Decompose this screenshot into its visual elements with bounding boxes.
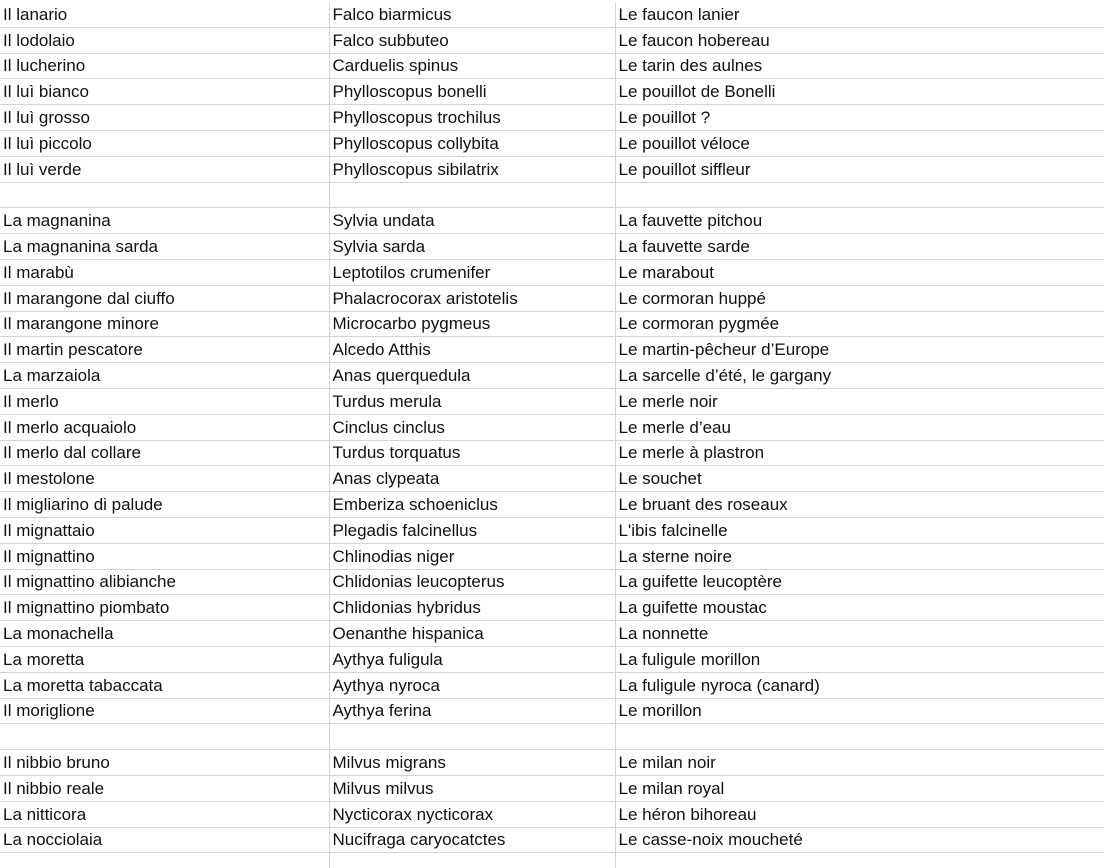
french-name-cell[interactable]: Le milan royal — [615, 775, 1104, 801]
table-row — [0, 105, 1104, 131]
latin-name-cell[interactable]: Aythya fuligula — [329, 646, 615, 672]
french-name-cell[interactable]: La guifette leucoptère — [615, 569, 1104, 595]
french-name-cell[interactable]: Le pouillot siffleur — [615, 156, 1104, 182]
french-name-cell[interactable] — [615, 724, 1104, 750]
french-name-cell[interactable]: Le merle à plastron — [615, 440, 1104, 466]
italian-name-cell[interactable] — [0, 853, 329, 868]
french-name-cell[interactable]: La fauvette pitchou — [615, 208, 1104, 234]
french-name-cell[interactable]: Le tarin des aulnes — [615, 53, 1104, 79]
french-name-cell[interactable]: Le merle d’eau — [615, 414, 1104, 440]
table-row — [0, 208, 1104, 234]
french-name-cell[interactable]: Le marabout — [615, 259, 1104, 285]
latin-name-cell[interactable]: Turdus torquatus — [329, 440, 615, 466]
latin-name-cell[interactable]: Sylvia undata — [329, 208, 615, 234]
latin-name-cell[interactable]: Nycticorax nycticorax — [329, 801, 615, 827]
latin-name-cell[interactable]: Turdus merula — [329, 388, 615, 414]
french-name-cell[interactable]: Le cormoran huppé — [615, 285, 1104, 311]
french-name-cell[interactable]: L'ibis falcinelle — [615, 517, 1104, 543]
latin-name-cell[interactable]: Aythya nyroca — [329, 672, 615, 698]
table-row — [0, 517, 1104, 543]
french-name-cell[interactable]: Le merle noir — [615, 388, 1104, 414]
italian-name-cell[interactable]: Il luì grosso — [0, 105, 329, 131]
latin-name-cell[interactable]: Plegadis falcinellus — [329, 517, 615, 543]
italian-name-cell[interactable]: Il merlo — [0, 388, 329, 414]
latin-name-cell[interactable]: Carduelis spinus — [329, 53, 615, 79]
italian-name-cell[interactable]: Il moriglione — [0, 698, 329, 724]
table-row — [0, 27, 1104, 53]
italian-name-cell[interactable]: Il merlo dal collare — [0, 440, 329, 466]
french-name-cell[interactable]: Le casse-noix moucheté — [615, 827, 1104, 853]
latin-name-cell[interactable]: Nucifraga caryocatctes — [329, 827, 615, 853]
italian-name-cell[interactable]: La magnanina sarda — [0, 234, 329, 260]
latin-name-cell[interactable]: Phylloscopus collybita — [329, 130, 615, 156]
table-row — [0, 827, 1104, 853]
table-row — [0, 53, 1104, 79]
french-name-cell[interactable]: Le milan noir — [615, 750, 1104, 776]
latin-name-cell[interactable]: Milvus migrans — [329, 750, 615, 776]
table-row — [0, 234, 1104, 260]
table-row — [0, 621, 1104, 647]
latin-name-cell[interactable] — [329, 182, 615, 208]
latin-name-cell[interactable]: Chlinodias niger — [329, 543, 615, 569]
latin-name-cell[interactable]: Anas clypeata — [329, 466, 615, 492]
latin-name-cell[interactable]: Chlidonias hybridus — [329, 595, 615, 621]
italian-name-cell[interactable]: Il merlo acquaiolo — [0, 414, 329, 440]
table-row — [0, 595, 1104, 621]
italian-name-cell[interactable]: Il mignattino alibianche — [0, 569, 329, 595]
italian-name-cell[interactable]: Il lanario — [0, 2, 329, 27]
bird-names-table — [0, 2, 1104, 868]
table-row — [0, 775, 1104, 801]
italian-name-cell[interactable]: La moretta tabaccata — [0, 672, 329, 698]
italian-name-cell[interactable]: Il luì piccolo — [0, 130, 329, 156]
latin-name-cell[interactable]: Cinclus cinclus — [329, 414, 615, 440]
table-row — [0, 646, 1104, 672]
table-row — [0, 285, 1104, 311]
french-name-cell[interactable]: Le héron bihoreau — [615, 801, 1104, 827]
french-name-cell[interactable]: La fuligule morillon — [615, 646, 1104, 672]
french-name-cell[interactable]: La guifette moustac — [615, 595, 1104, 621]
table-row — [0, 259, 1104, 285]
french-name-cell[interactable]: Le faucon hobereau — [615, 27, 1104, 53]
italian-name-cell[interactable]: La marzaiola — [0, 363, 329, 389]
latin-name-cell[interactable]: Anas querquedula — [329, 363, 615, 389]
italian-name-cell[interactable]: Il lodolaio — [0, 27, 329, 53]
table-row — [0, 492, 1104, 518]
latin-name-cell[interactable]: Leptotilos crumenifer — [329, 259, 615, 285]
french-name-cell[interactable]: Le pouillot véloce — [615, 130, 1104, 156]
table-row — [0, 672, 1104, 698]
italian-name-cell[interactable] — [0, 724, 329, 750]
italian-name-cell[interactable]: La magnanina — [0, 208, 329, 234]
table-row — [0, 311, 1104, 337]
table-row — [0, 182, 1104, 208]
latin-name-cell[interactable]: Sylvia sarda — [329, 234, 615, 260]
table-row — [0, 156, 1104, 182]
latin-name-cell[interactable]: Microcarbo pygmeus — [329, 311, 615, 337]
italian-name-cell[interactable]: Il luì verde — [0, 156, 329, 182]
latin-name-cell[interactable]: Phylloscopus bonelli — [329, 79, 615, 105]
french-name-cell[interactable]: Le faucon lanier — [615, 2, 1104, 27]
latin-name-cell[interactable]: Phylloscopus trochilus — [329, 105, 615, 131]
italian-name-cell[interactable]: La moretta — [0, 646, 329, 672]
table-row — [0, 853, 1104, 868]
table-row — [0, 388, 1104, 414]
table-body — [0, 2, 1104, 868]
italian-name-cell[interactable]: Il mignattino piombato — [0, 595, 329, 621]
italian-name-cell[interactable]: Il marangone dal ciuffo — [0, 285, 329, 311]
table-row — [0, 801, 1104, 827]
table-row — [0, 363, 1104, 389]
italian-name-cell[interactable] — [0, 182, 329, 208]
french-name-cell[interactable]: La fauvette sarde — [615, 234, 1104, 260]
latin-name-cell[interactable]: Emberiza schoeniclus — [329, 492, 615, 518]
table-row — [0, 79, 1104, 105]
french-name-cell[interactable]: Le morillon — [615, 698, 1104, 724]
french-name-cell[interactable] — [615, 182, 1104, 208]
latin-name-cell[interactable]: Alcedo Atthis — [329, 337, 615, 363]
italian-name-cell[interactable]: Il nibbio reale — [0, 775, 329, 801]
italian-name-cell[interactable]: Il marabù — [0, 259, 329, 285]
french-name-cell[interactable]: Le martin-pêcheur d’Europe — [615, 337, 1104, 363]
french-name-cell[interactable]: Le pouillot de Bonelli — [615, 79, 1104, 105]
latin-name-cell[interactable] — [329, 724, 615, 750]
french-name-cell[interactable]: Le souchet — [615, 466, 1104, 492]
latin-name-cell[interactable]: Falco biarmicus — [329, 2, 615, 27]
italian-name-cell[interactable]: Il mignattino — [0, 543, 329, 569]
italian-name-cell[interactable]: Il luì bianco — [0, 79, 329, 105]
italian-name-cell[interactable]: La nitticora — [0, 801, 329, 827]
french-name-cell[interactable]: Le cormoran pygmée — [615, 311, 1104, 337]
table-row — [0, 724, 1104, 750]
french-name-cell[interactable]: La sarcelle d’été, le gargany — [615, 363, 1104, 389]
italian-name-cell[interactable]: Il mestolone — [0, 466, 329, 492]
latin-name-cell[interactable]: Falco subbuteo — [329, 27, 615, 53]
latin-name-cell[interactable]: Milvus milvus — [329, 775, 615, 801]
italian-name-cell[interactable]: Il migliarino di palude — [0, 492, 329, 518]
table-row — [0, 698, 1104, 724]
french-name-cell[interactable]: Le pouillot ? — [615, 105, 1104, 131]
french-name-cell[interactable]: La sterne noire — [615, 543, 1104, 569]
latin-name-cell[interactable] — [329, 853, 615, 868]
table-row — [0, 337, 1104, 363]
latin-name-cell[interactable]: Aythya ferina — [329, 698, 615, 724]
table-row — [0, 466, 1104, 492]
latin-name-cell[interactable]: Phylloscopus sibilatrix — [329, 156, 615, 182]
italian-name-cell[interactable]: Il martin pescatore — [0, 337, 329, 363]
italian-name-cell[interactable]: Il marangone minore — [0, 311, 329, 337]
latin-name-cell[interactable]: Chlidonias leucopterus — [329, 569, 615, 595]
french-name-cell[interactable]: La nonnette — [615, 621, 1104, 647]
latin-name-cell[interactable]: Phalacrocorax aristotelis — [329, 285, 615, 311]
table-row — [0, 130, 1104, 156]
latin-name-cell[interactable]: Oenanthe hispanica — [329, 621, 615, 647]
french-name-cell[interactable]: Le bruant des roseaux — [615, 492, 1104, 518]
table-row — [0, 543, 1104, 569]
table-row — [0, 750, 1104, 776]
italian-name-cell[interactable]: La monachella — [0, 621, 329, 647]
italian-name-cell[interactable]: Il nibbio bruno — [0, 750, 329, 776]
french-name-cell[interactable] — [615, 853, 1104, 868]
table-row — [0, 569, 1104, 595]
italian-name-cell[interactable]: Il mignattaio — [0, 517, 329, 543]
table-row — [0, 414, 1104, 440]
table-row — [0, 440, 1104, 466]
italian-name-cell[interactable]: La nocciolaia — [0, 827, 329, 853]
italian-name-cell[interactable]: Il lucherino — [0, 53, 329, 79]
table-row — [0, 2, 1104, 27]
french-name-cell[interactable]: La fuligule nyroca (canard) — [615, 672, 1104, 698]
